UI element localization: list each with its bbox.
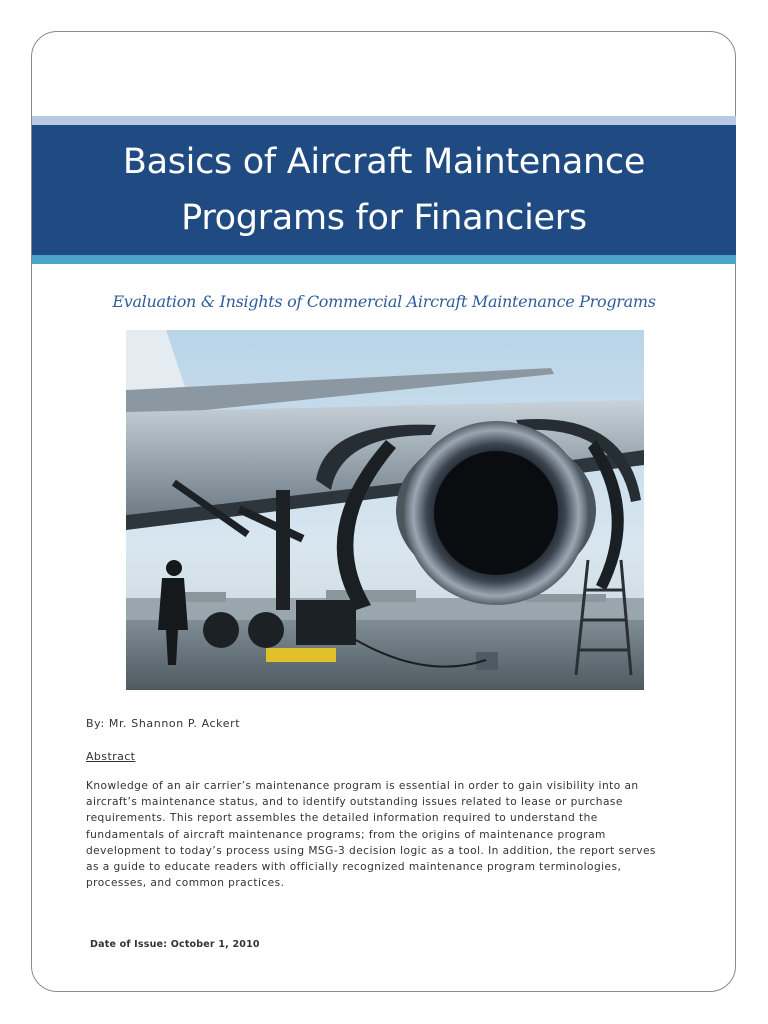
title-band bbox=[32, 125, 736, 255]
subtitle: Evaluation & Insights of Commercial Aircraft Maintenance Programs bbox=[112, 292, 656, 311]
issue-date: Date of Issue: October 1, 2010 bbox=[90, 939, 260, 950]
abstract-line: as a guide to educate readers with officially recognized maintenance program terminologies, bbox=[86, 861, 622, 874]
title-line-1: Basics of Aircraft Maintenance bbox=[122, 142, 646, 182]
title-band-bottom-stripe bbox=[32, 255, 736, 264]
abstract-line: requirements. This report assembles the detailed information required to understand the bbox=[86, 812, 598, 825]
abstract-body bbox=[86, 778, 686, 891]
abstract-line: Knowledge of an air carrier’s maintenance program is essential in order to gain visibility into an bbox=[86, 780, 639, 792]
abstract-line: development to today’s process using MSG-3 decision logic as a tool. In addition, the report serves bbox=[86, 844, 656, 857]
title-line-2: Programs for Financiers bbox=[181, 198, 587, 238]
title-band-top-stripe bbox=[32, 116, 736, 125]
byline: By: Mr. Shannon P. Ackert bbox=[86, 717, 241, 730]
aircraft-engine-photo bbox=[126, 330, 644, 690]
abstract-heading: Abstract bbox=[86, 750, 136, 763]
abstract-line: fundamentals of aircraft maintenance programs; from the origins of maintenance program bbox=[86, 828, 606, 841]
abstract-line: processes, and common practices. bbox=[86, 877, 285, 890]
abstract-line: aircraft’s maintenance status, and to identify outstanding issues related to lease or purchase bbox=[86, 796, 623, 809]
